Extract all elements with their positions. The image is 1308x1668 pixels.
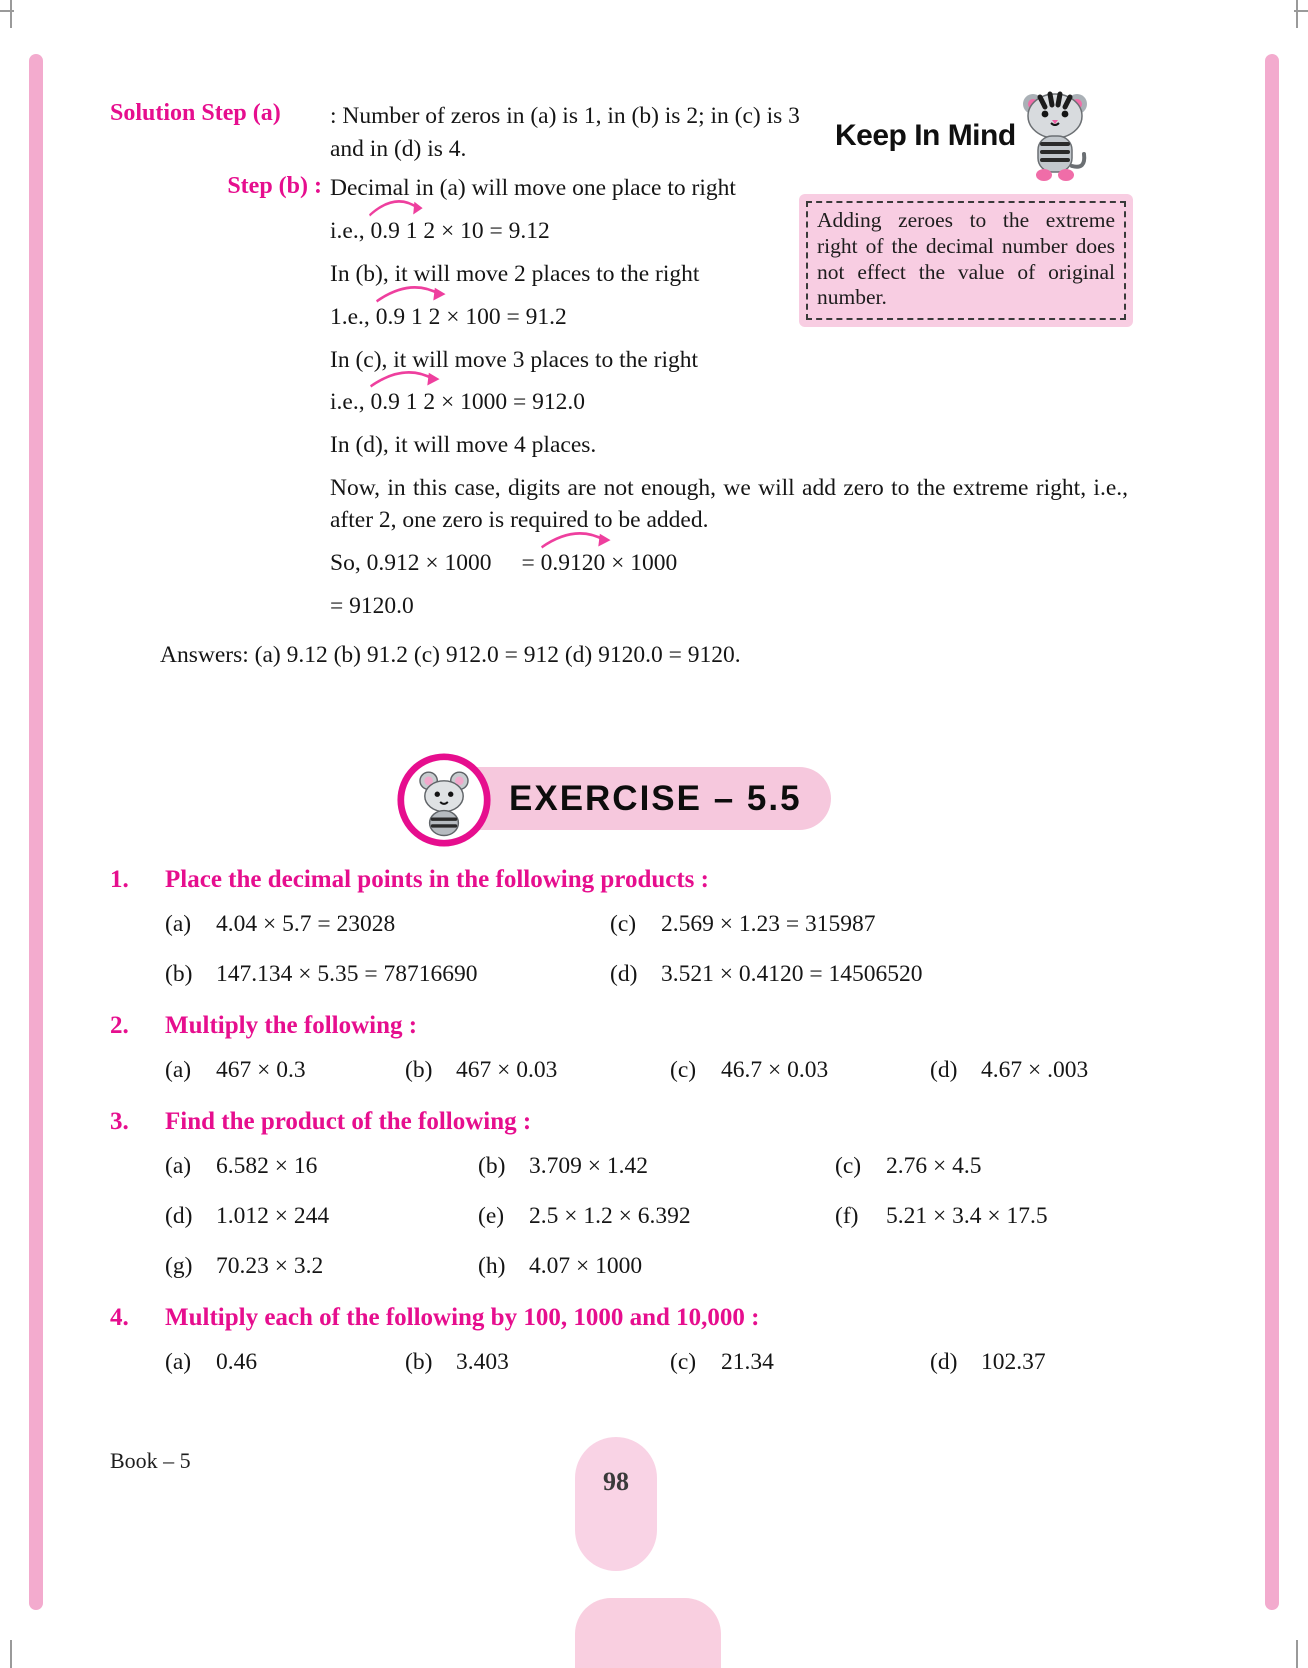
item-value: 5.21 × 3.4 × 17.5 bbox=[886, 1203, 1048, 1229]
exercise-item bbox=[835, 1203, 1132, 1230]
decimal-hop bbox=[370, 216, 417, 248]
footer-book-label: Book – 5 bbox=[110, 1448, 191, 1473]
question-number: 3. bbox=[110, 1108, 129, 1135]
item-value: 2.569 × 1.23 = 315987 bbox=[661, 911, 876, 937]
equation-rest: × 1000 bbox=[605, 550, 678, 577]
solution-step-b-body bbox=[330, 173, 1128, 634]
item-label: (e) bbox=[478, 1203, 505, 1229]
item-label: (c) bbox=[670, 1349, 697, 1375]
mascot-icon bbox=[396, 752, 492, 848]
item-label: (a) bbox=[165, 1057, 192, 1083]
question-1 bbox=[110, 866, 1132, 988]
item-value: 46.7 × 0.03 bbox=[721, 1057, 829, 1083]
question-text: Multiply the following : bbox=[165, 1012, 418, 1039]
question-items bbox=[165, 1349, 1132, 1376]
item-label: (g) bbox=[165, 1253, 193, 1279]
item-value: 467 × 0.3 bbox=[216, 1057, 306, 1083]
question-number: 1. bbox=[110, 866, 129, 893]
exercise-questions bbox=[110, 866, 1132, 1400]
keep-in-mind-title: Keep In Mind bbox=[835, 119, 1016, 152]
question-number: 2. bbox=[110, 1012, 129, 1039]
question-text: Multiply each of the following by 100, 1000 and 10,000 : bbox=[165, 1304, 760, 1331]
exercise-item bbox=[405, 1057, 670, 1084]
crop-mark bbox=[1296, 1640, 1298, 1668]
item-value: 2.76 × 4.5 bbox=[886, 1153, 982, 1179]
exercise-item bbox=[610, 911, 1132, 938]
exercise-item bbox=[930, 1349, 1132, 1376]
exercise-title: EXERCISE – 5.5 bbox=[509, 778, 802, 818]
item-label: (d) bbox=[930, 1057, 958, 1083]
crop-mark bbox=[1296, 0, 1298, 28]
item-label: (a) bbox=[165, 911, 192, 937]
right-edge-decoration-bar bbox=[1265, 54, 1279, 1610]
solution-line: Decimal in (a) will move one place to right bbox=[330, 174, 736, 201]
exercise-item bbox=[478, 1153, 835, 1180]
exercise-item bbox=[405, 1349, 670, 1376]
question-items bbox=[165, 1153, 1132, 1280]
item-label: (b) bbox=[165, 961, 193, 987]
exercise-banner bbox=[433, 767, 831, 830]
crop-mark bbox=[0, 10, 14, 12]
item-value: 147.134 × 5.35 = 78716690 bbox=[216, 961, 478, 987]
solution-step-b-label: Step (b) : bbox=[227, 172, 322, 199]
item-value: 0.46 bbox=[216, 1349, 258, 1375]
question-number: 4. bbox=[110, 1304, 129, 1331]
solution-section bbox=[110, 100, 1128, 669]
solution-step-a-label: Solution Step (a) bbox=[110, 100, 281, 126]
item-value: 1.012 × 244 bbox=[216, 1203, 330, 1229]
item-value: 467 × 0.03 bbox=[456, 1057, 558, 1083]
crop-mark bbox=[10, 1640, 12, 1668]
item-value: 102.37 bbox=[981, 1349, 1046, 1375]
item-label: (d) bbox=[610, 961, 638, 987]
equation-rest: 2 × 10 = 9.12 bbox=[417, 217, 550, 244]
exercise-item bbox=[610, 961, 1132, 988]
equation-arrowed-digits: 0.9 1 2 bbox=[370, 389, 436, 416]
exercise-item bbox=[165, 1203, 478, 1230]
solution-equation bbox=[330, 548, 1128, 580]
equation-prefix: 1.e., bbox=[330, 303, 376, 330]
page-number-tab bbox=[575, 1437, 657, 1571]
question-3 bbox=[110, 1108, 1132, 1280]
exercise-item bbox=[478, 1253, 835, 1280]
equation-prefix: So, 0.912 × 1000 bbox=[330, 550, 492, 577]
left-edge-decoration-bar bbox=[29, 54, 43, 1610]
item-label: (d) bbox=[930, 1349, 958, 1375]
question-items bbox=[165, 1057, 1132, 1084]
exercise-item bbox=[835, 1153, 1132, 1180]
solution-line: Now, in this case, digits are not enough, we will add zero to the extreme right, i.e., after 2, one zero is required to be added. bbox=[330, 475, 1128, 534]
decimal-hop bbox=[370, 387, 435, 419]
answers-line: Answers: (a) 9.12 (b) 91.2 (c) 912.0 = 912 (d) 9120.0 = 9120. bbox=[160, 642, 741, 669]
equation-equals: = bbox=[521, 550, 541, 577]
item-value: 4.67 × .003 bbox=[981, 1057, 1089, 1083]
exercise-item bbox=[165, 911, 610, 938]
exercise-item bbox=[165, 1153, 478, 1180]
equation-prefix: i.e., bbox=[330, 217, 371, 244]
item-label: (d) bbox=[165, 1203, 193, 1229]
exercise-item bbox=[165, 961, 610, 988]
bottom-edge-tab bbox=[575, 1598, 721, 1668]
solution-equation bbox=[330, 302, 1128, 334]
item-label: (h) bbox=[478, 1253, 506, 1279]
item-label: (c) bbox=[835, 1153, 862, 1179]
item-value: 6.582 × 16 bbox=[216, 1153, 318, 1179]
solution-step-a-row bbox=[110, 100, 1128, 167]
item-label: (a) bbox=[165, 1349, 192, 1375]
solution-line: In (d), it will move 4 places. bbox=[330, 432, 597, 459]
exercise-item bbox=[478, 1203, 835, 1230]
question-text: Find the product of the following : bbox=[165, 1108, 532, 1135]
equation-rest: × 1000 = 912.0 bbox=[435, 389, 585, 416]
item-label: (b) bbox=[478, 1153, 506, 1179]
equation-rest: × 100 = 91.2 bbox=[440, 303, 567, 330]
solution-step-a-text: : Number of zeros in (a) is 1, in (b) is 2; in (c) is 3 and in (d) is 4. bbox=[330, 103, 800, 163]
exercise-item bbox=[165, 1349, 405, 1376]
item-value: 3.709 × 1.42 bbox=[529, 1153, 649, 1179]
question-4 bbox=[110, 1304, 1132, 1376]
question-heading bbox=[110, 866, 1132, 894]
page-number: 98 bbox=[603, 1467, 629, 1496]
item-value: 70.23 × 3.2 bbox=[216, 1253, 324, 1279]
exercise-item bbox=[930, 1057, 1132, 1084]
equation-arrowed-digits: 0.9120 bbox=[540, 550, 606, 577]
item-label: (a) bbox=[165, 1153, 192, 1179]
item-value: 3.403 bbox=[456, 1349, 509, 1375]
question-items bbox=[165, 911, 1132, 988]
item-label: (f) bbox=[835, 1203, 859, 1229]
item-label: (b) bbox=[405, 1349, 433, 1375]
solution-equation bbox=[330, 216, 1128, 248]
item-value: 3.521 × 0.4120 = 14506520 bbox=[661, 961, 923, 987]
question-2 bbox=[110, 1012, 1132, 1084]
item-label: (c) bbox=[610, 911, 637, 937]
item-value: 21.34 bbox=[721, 1349, 774, 1375]
question-heading bbox=[110, 1304, 1132, 1332]
solution-line: In (c), it will move 3 places to the right bbox=[330, 346, 699, 373]
question-text: Place the decimal points in the following products : bbox=[165, 866, 709, 893]
solution-equation bbox=[330, 387, 1128, 419]
item-value: 2.5 × 1.2 × 6.392 bbox=[529, 1203, 691, 1229]
solution-step-b-row bbox=[110, 173, 1128, 634]
equation-prefix: i.e., bbox=[330, 389, 371, 416]
item-value: 4.04 × 5.7 = 23028 bbox=[216, 911, 396, 937]
item-value: 4.07 × 1000 bbox=[529, 1253, 643, 1279]
decimal-hop bbox=[541, 548, 606, 580]
crop-mark bbox=[1294, 10, 1308, 12]
equation-arrowed-digits: 0.9 1 bbox=[370, 217, 418, 244]
solution-result-line: = 9120.0 bbox=[330, 593, 414, 620]
item-label: (c) bbox=[670, 1057, 697, 1083]
solution-line: In (b), it will move 2 places to the right bbox=[330, 260, 700, 287]
crop-mark bbox=[10, 0, 12, 28]
exercise-item bbox=[165, 1253, 478, 1280]
item-label: (b) bbox=[405, 1057, 433, 1083]
exercise-item bbox=[670, 1057, 930, 1084]
exercise-item bbox=[165, 1057, 405, 1084]
exercise-item bbox=[670, 1349, 930, 1376]
equation-arrowed-digits: 0.9 1 2 bbox=[375, 303, 441, 330]
keep-in-mind-note-text: Adding zeroes to the extreme right of the decimal number does not effect the value of original number. bbox=[806, 201, 1126, 320]
question-heading bbox=[110, 1108, 1132, 1136]
decimal-hop bbox=[376, 302, 441, 334]
question-heading bbox=[110, 1012, 1132, 1040]
